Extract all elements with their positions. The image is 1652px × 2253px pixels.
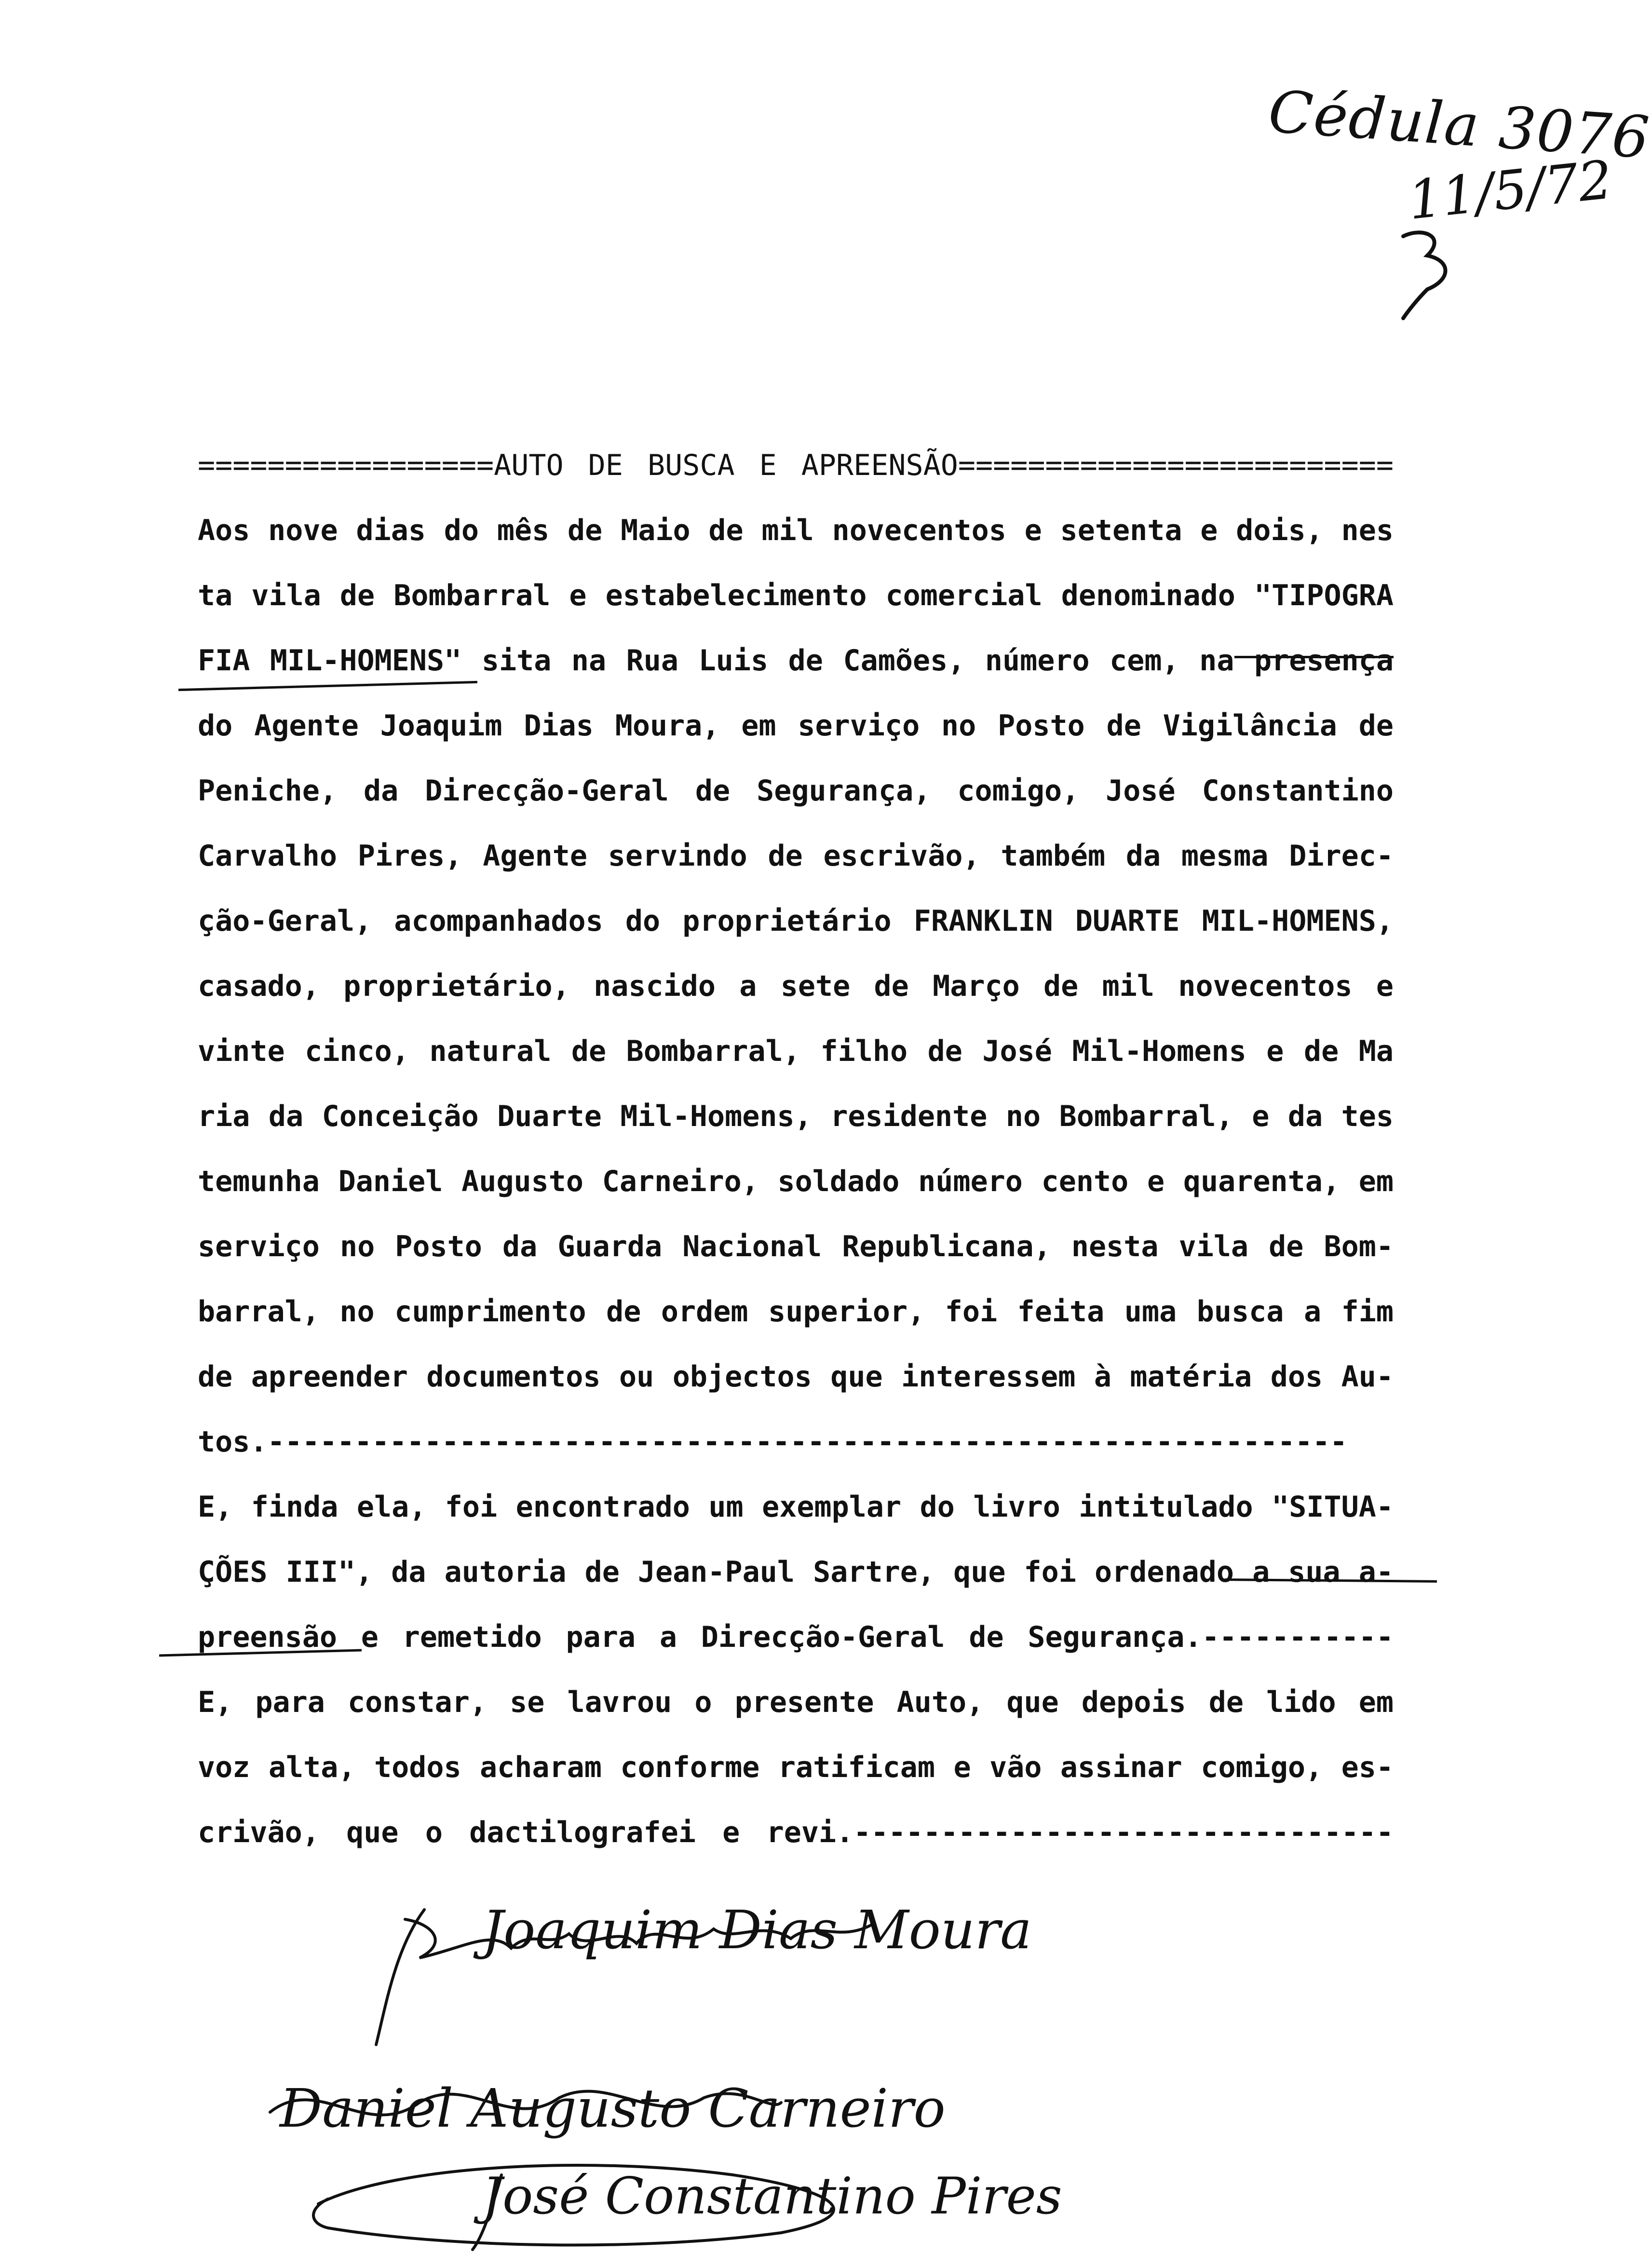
handwritten-date: 11/5/72 bbox=[1405, 149, 1615, 231]
text-line: barral, no cumprimento de ordem superior, foi feita uma busca a fim bbox=[198, 1295, 1394, 1329]
text-line: FIA MIL-HOMENS" sita na Rua Luis de Camões, número cem, na presença bbox=[198, 644, 1394, 678]
signature-jose-constantino-pires bbox=[299, 2146, 1062, 2253]
text-line: vinte cinco, natural de Bombarral, filho de José Mil-Homens e de Ma bbox=[198, 1034, 1394, 1068]
text-line: E, finda ela, foi encontrado um exemplar do livro intitulado "SITUA- bbox=[198, 1490, 1394, 1524]
text-line: crivão, que o dactilografei e revi.------------------------------- bbox=[198, 1816, 1394, 1849]
handwritten-underline bbox=[178, 681, 477, 691]
signature-daniel-augusto-carneiro bbox=[260, 2054, 946, 2160]
text-line: casado, proprietário, nascido a sete de Março de mil novecentos e bbox=[198, 969, 1394, 1003]
text-line: tos.-------------------------------------------------------------- bbox=[198, 1425, 1348, 1459]
text-line: ÇÕES III", da autoria de Jean-Paul Sartre, que foi ordenado a sua a- bbox=[198, 1555, 1394, 1589]
text-line: ria da Conceição Duarte Mil-Homens, residente no Bombarral, e da tes bbox=[198, 1099, 1394, 1133]
text-line: E, para constar, se lavrou o presente Auto, que depois de lido em bbox=[198, 1685, 1394, 1719]
text-line: Peniche, da Direcção-Geral de Segurança, comigo, José Constantino bbox=[198, 774, 1394, 808]
text-line: ta vila de Bombarral e estabelecimento comercial denominado "TIPOGRA bbox=[198, 579, 1394, 612]
text-line: voz alta, todos acharam conforme ratificam e vão assinar comigo, es- bbox=[198, 1751, 1394, 1784]
text-line: Aos nove dias do mês de Maio de mil novecentos e setenta e dois, nes bbox=[198, 514, 1394, 547]
signature-text: Joaquim Dias Moura bbox=[482, 1899, 1032, 1961]
handwritten-underline bbox=[1234, 656, 1394, 658]
document-title: =================AUTO DE BUSCA E APREENSÃO========================= bbox=[198, 448, 1394, 482]
text-line: serviço no Posto da Guarda Nacional Republicana, nesta vila de Bom- bbox=[198, 1230, 1394, 1263]
signature-text: Daniel Augusto Carneiro bbox=[280, 2077, 946, 2139]
text-line: temunha Daniel Augusto Carneiro, soldado número cento e quarenta, em bbox=[198, 1165, 1394, 1198]
handwritten-file-code: Cédula 3076 bbox=[1266, 78, 1652, 172]
text-line: Carvalho Pires, Agente servindo de escrivão, também da mesma Direc- bbox=[198, 839, 1394, 873]
handwritten-mark-icon bbox=[1398, 227, 1456, 323]
signature-joaquim-dias-moura bbox=[366, 1890, 1032, 2054]
signature-text: José Constantino Pires bbox=[482, 2167, 1062, 2226]
text-line: de apreender documentos ou objectos que interessem à matéria dos Au- bbox=[198, 1360, 1394, 1394]
text-line: ção-Geral, acompanhados do proprietário FRANKLIN DUARTE MIL-HOMENS, bbox=[198, 904, 1394, 938]
text-line: preensão e remetido para a Direcção-Geral de Segurança.----------- bbox=[198, 1620, 1394, 1654]
text-line: do Agente Joaquim Dias Moura, em serviço no Posto de Vigilância de bbox=[198, 709, 1394, 743]
